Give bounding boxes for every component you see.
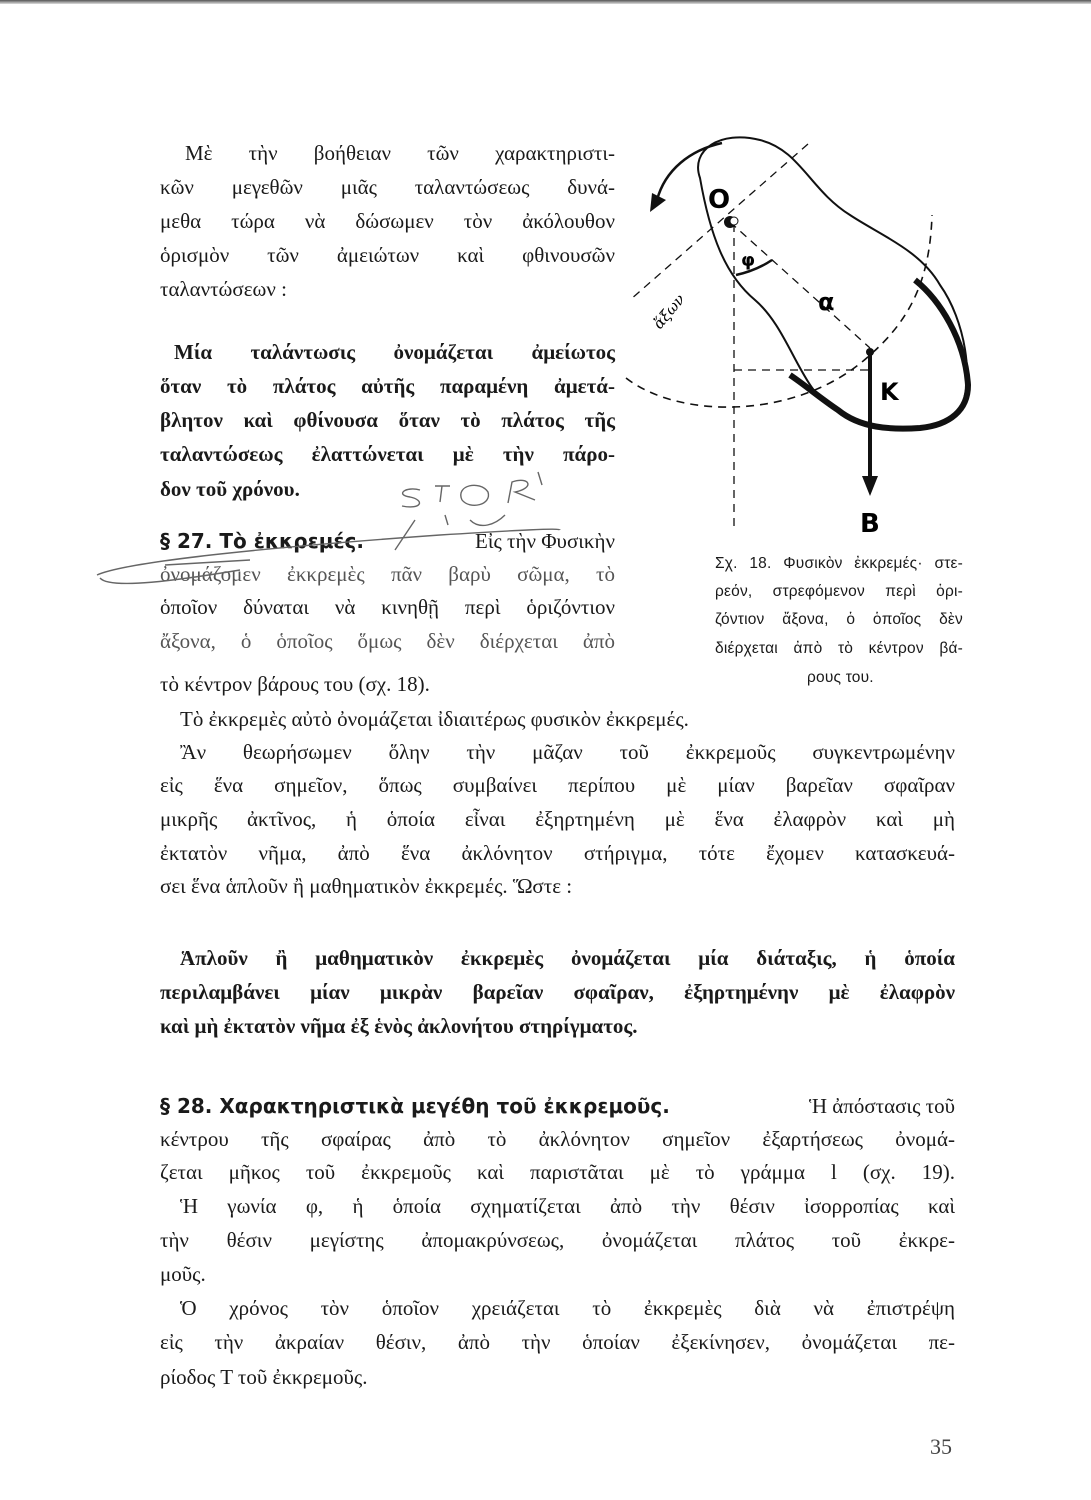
text-line: Τὸ ἐκκρεμὲς αὐτὸ ὀνομάζεται ἰδιαιτέρως φυσικὸν ἐκκρεμές. (180, 707, 689, 731)
text-line: μοῦς. (160, 1262, 206, 1286)
text-line: Ἁπλοῦν ἢ μαθηματικὸν ἐκκρεμὲς ὀνομάζεται μία διάταξις, ἡ ὁποία (180, 946, 955, 970)
handwritten-annotation (97, 472, 560, 583)
text-line: Μὲ τὴν βοήθειαν τῶν χαρακτηριστι- (185, 141, 615, 165)
text-fragment: Εἰς τὴν Φυσικὴν (475, 529, 615, 553)
text-line: ταλαντώσεως ἐλαττώνεται μὲ τὴν πάρο- (160, 442, 615, 466)
text-line: κέντρου τῆς σφαίρας ἀπὸ τὸ ἀκλόνητον σημεῖον ἐξαρτήσεως ὀνομά- (160, 1127, 955, 1151)
text-line: ζεται μῆκος τοῦ ἐκκρεμοῦς καὶ παριστᾶται μὲ τὸ γράμμα l (σχ. 19). (160, 1160, 955, 1184)
text-fragment: Ἡ ἀπόστασις τοῦ (808, 1094, 955, 1118)
caption-line: ρεόν, στρεφόμενον περὶ ὁρι- (715, 583, 963, 600)
caption-line: Σχ. 18. Φυσικὸν ἐκκρεμές· στε- (715, 555, 963, 572)
text-line: ἄξονα, ὁ ὁποῖος ὅμως δὲν διέρχεται ἀπὸ (160, 629, 615, 653)
text-line: περιλαμβάνει μίαν μικρὰν βαρεῖαν σφαῖραν, ἐξηρτημένην μὲ ἐλαφρὸν (160, 980, 955, 1004)
text-line: Ἡ γωνία φ, ἡ ὁποία σχηματίζεται ἀπὸ τὴν θέσιν ἰσορροπίας καὶ (180, 1194, 955, 1218)
text-line: εἰς ἕνα σημεῖον, ὅπως συμβαίνει περίπου μὲ μίαν βαρεῖαν σφαῖραν (160, 773, 955, 797)
page-number: 35 (930, 1434, 952, 1459)
label-phi: φ (741, 250, 756, 271)
rigid-body-outline (698, 137, 967, 428)
axis-line (630, 144, 808, 300)
text-line: μεθα τώρα νὰ δώσωμεν τὸν ἀκόλουθον (160, 209, 615, 233)
text-line: εἰς τὴν ἀκραίαν θέσιν, ἀπὸ τὴν ὁποίαν ἐξεκίνησεν, ὀνομάζεται πε- (160, 1330, 955, 1354)
text-line: τὸ κέντρον βάρους του (σχ. 18). (160, 672, 430, 696)
text-line: Μία ταλάντωσις ὀνομάζεται ἀμείωτος (174, 340, 615, 364)
text-line: κῶν μεγεθῶν μιᾶς ταλαντώσεως δυνά- (160, 175, 615, 199)
text-line: καὶ μὴ ἐκτατὸν νῆμα ἐξ ἑνὸς ἀκλονήτου στηρίγματος. (160, 1014, 638, 1038)
pivot-ring (730, 217, 738, 225)
label-alpha: α (818, 288, 835, 316)
label-K: K (880, 378, 899, 406)
text-line: Ἂν θεωρήσωμεν ὅλην τὴν μᾶζαν τοῦ ἐκκρεμοῦς συγκεντρωμένην (180, 740, 955, 764)
caption-line: ρους του. (807, 669, 874, 686)
text-line: μικρῆς ἀκτῖνος, ἡ ὁποία εἶναι ἐξηρτημένη μὲ ἕνα ἐλαφρὸν καὶ μὴ (160, 807, 955, 831)
text-line: ὅταν τὸ πλάτος αὐτῆς παραμένη ἀμετά- (160, 374, 615, 398)
caption-line: ζόντιον ἄξονα, ὁ ὁποῖος δὲν (715, 611, 963, 628)
text-line: ὁρισμὸν τῶν ἀμειώτων καὶ φθινουσῶν (160, 243, 615, 267)
text-line: δον τοῦ χρόνου. (160, 477, 300, 501)
text-line: ὁποῖον δύναται νὰ κινηθῇ περὶ ὁριζόντιον (160, 595, 615, 619)
section-heading: § 28. Χαρακτηριστικὰ μεγέθη τοῦ ἐκκρεμοῦς. (160, 1094, 670, 1118)
caption-line: διέρχεται ἀπὸ τὸ κέντρον βά- (715, 640, 963, 657)
label-axis: ἄξων (649, 290, 689, 333)
label-B: B (860, 509, 880, 539)
weight-arrow-head (862, 476, 878, 496)
text-line: ὀνομάζομεν ἐκκρεμὲς πᾶν βαρὺ σῶμα, τὸ (160, 562, 615, 586)
text-line: βλητον καὶ φθίνουσα ὅταν τὸ πλάτος τῆς (160, 408, 615, 432)
text-line: τὴν θέσιν μεγίστης ἀπομακρύνσεως, ὀνομάζεται πλάτος τοῦ ἐκκρε- (160, 1228, 955, 1252)
text-line: ἐκτατὸν νῆμα, ἀπὸ ἕνα ἀκλόνητον στήριγμα, τότε ἔχομεν κατασκευά- (160, 841, 955, 865)
text-line: Ὁ χρόνος τὸν ὁποῖον χρειάζεται τὸ ἐκκρεμὲς διὰ νὰ ἐπιστρέψη (180, 1296, 955, 1320)
text-line: σει ἕνα ἁπλοῦν ἢ μαθηματικὸν ἐκκρεμές. Ὥστε : (160, 874, 573, 898)
radius-line (730, 222, 870, 348)
section-heading: § 27. Τὸ ἐκκρεμές. (160, 529, 365, 553)
text-line: ρίοδος Τ τοῦ ἐκκρεμοῦς. (160, 1365, 368, 1389)
label-O: O (708, 185, 731, 215)
text-line: ταλαντώσεων : (160, 277, 287, 301)
thick-edge (790, 280, 968, 429)
